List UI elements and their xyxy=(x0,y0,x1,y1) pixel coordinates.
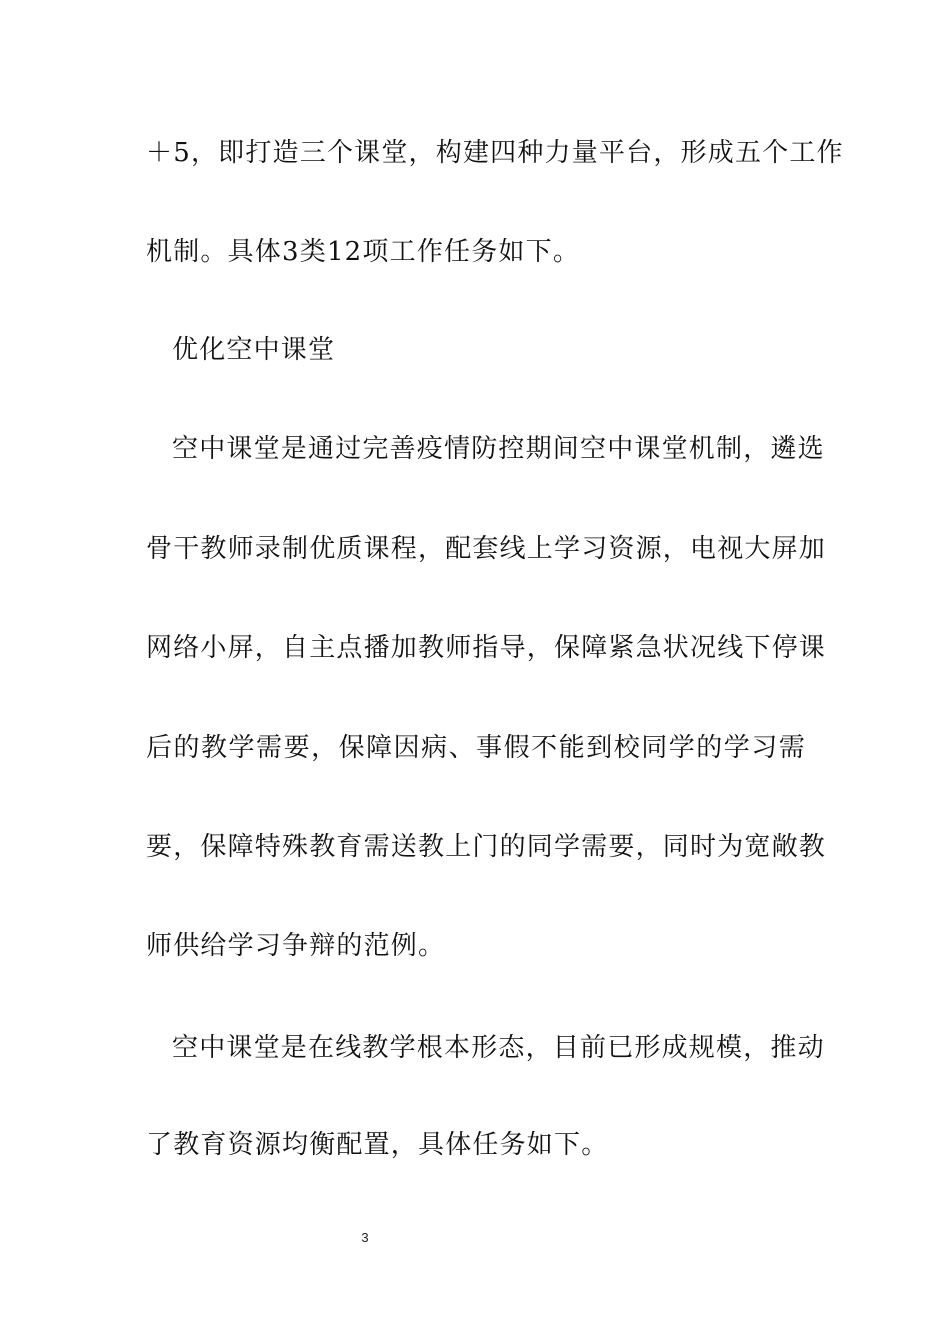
paragraph-line: ＋5，即打造三个课堂，构建四种力量平台，形成五个工作 xyxy=(146,138,844,168)
paragraph-line: 师供给学习争辩的范例。 xyxy=(146,931,446,961)
paragraph-line: 空中课堂是在线教学根本形态，目前已形成规模，推动 xyxy=(172,1033,825,1063)
paragraph-line: 后的教学需要，保障因病、事假不能到校同学的学习需 xyxy=(146,733,806,763)
paragraph-line: 了教育资源均衡配置，具体任务如下。 xyxy=(146,1130,609,1160)
paragraph-line: 机制。具体3类12项工作任务如下。 xyxy=(146,237,581,267)
page-number: 3 xyxy=(361,1230,369,1245)
paragraph-line: 要，保障特殊教育需送教上门的同学需要，同时为宽敞教 xyxy=(146,832,827,862)
paragraph-line: 网络小屏，自主点播加教师指导，保障紧急状况线下停课 xyxy=(146,633,827,663)
section-heading: 优化空中课堂 xyxy=(172,335,336,365)
paragraph-line: 空中课堂是通过完善疫情防控期间空中课堂机制，遴选 xyxy=(172,434,825,464)
paragraph-line: 骨干教师录制优质课程，配套线上学习资源，电视大屏加 xyxy=(146,534,827,564)
